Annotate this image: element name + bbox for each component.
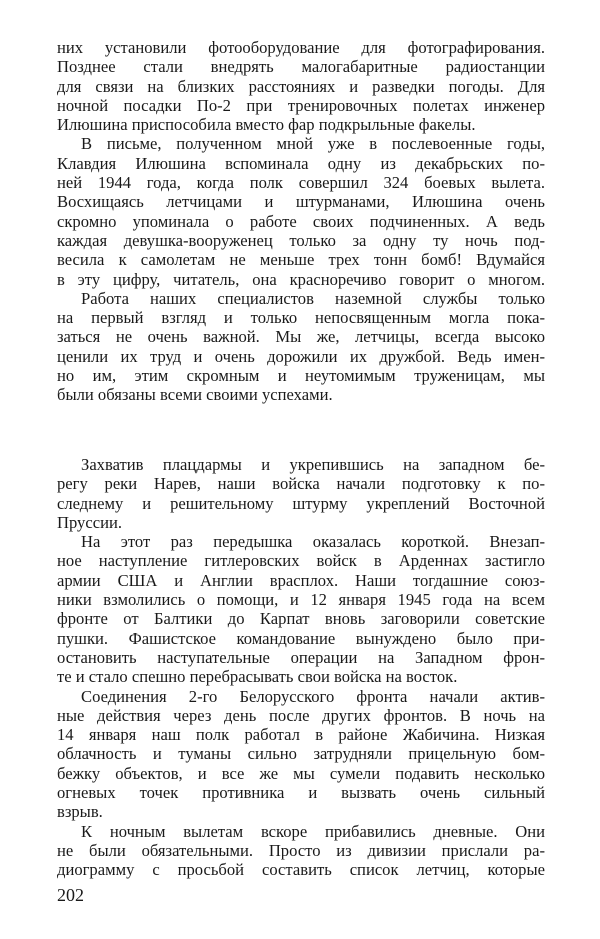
text-block-upper — [57, 38, 545, 405]
text-line: весила к самолетам не меньше трех тонн бомб! Вдумайся — [57, 250, 545, 270]
text-line: облачность и туманы сильно затрудняли прицельную бом- — [57, 744, 545, 764]
text-line: Пруссии. — [57, 512, 122, 532]
text-line: ники взмолились о помощи, и 12 января 1945 года на всем — [57, 590, 545, 610]
text-line: К ночным вылетам вскоре прибавились дневные. Они — [81, 821, 545, 841]
text-line: но им, этим скромным и неутомимым труженицам, мы — [57, 366, 545, 386]
text-line: ночной посадки По-2 при тренировочных полетах инженер — [57, 95, 545, 115]
text-line: регу реки Нарев, наши войска начали подготовку к по- — [57, 474, 545, 494]
text-line: 14 января наш полк работал в районе Жабичина. Низкая — [57, 725, 545, 745]
text-line: ное наступление гитлеровских войск в Арденнах застигло — [57, 551, 545, 571]
text-line: следнему и решительному штурму укреплений Восточной — [57, 493, 545, 513]
text-line: на первый взгляд и только непосвященным могла пока- — [57, 308, 545, 328]
text-line: скромно упоминала о работе своих подчиненных. А ведь — [57, 211, 545, 231]
page-number: 202 — [57, 885, 84, 905]
text-line: ней 1944 года, когда полк совершил 324 боевых вылета. — [57, 173, 545, 193]
text-line: взрыв. — [57, 802, 103, 822]
text-line: те и стало спешно перебрасывать свои войска на восток. — [57, 667, 458, 687]
text-line: Илюшина приспособила вместо фар подкрыльные факелы. — [57, 115, 476, 135]
text-line: были обязаны всеми своими успехами. — [57, 385, 333, 405]
text-line: ценили их труд и очень дорожили их дружбой. Ведь имен- — [57, 346, 545, 366]
text-line: ные действия через день после других фронтов. В ночь на — [57, 705, 545, 725]
text-line: заться не очень важной. Мы же, летчицы, всегда высоко — [57, 327, 545, 347]
text-line: Соединения 2-го Белорусского фронта начали актив- — [81, 686, 545, 706]
text-line: бежку объектов, и все же мы сумели подавить несколько — [57, 763, 545, 783]
text-line: Восхищаясь летчицами и штурманами, Илюшина очень — [57, 192, 545, 212]
text-line: фронте от Балтики до Карпат вновь заговорили советские — [57, 609, 545, 629]
text-line: огневых точек противника и вызвать очень сильный — [57, 783, 545, 803]
text-line: пушки. Фашистское командование вынуждено было при- — [57, 628, 545, 648]
text-line: На этот раз передышка оказалась короткой. Внезап- — [81, 532, 545, 552]
text-line: Захватив плацдармы и укрепившись на западном бе- — [81, 455, 545, 474]
text-line: не были обязательными. Просто из дивизии прислали ра- — [57, 840, 545, 860]
text-line: армии США и Англии врасплох. Наши тогдашние союз- — [57, 570, 545, 590]
text-line: Клавдия Илюшина вспоминала одну из декабрьских по- — [57, 153, 545, 173]
text-line: В письме, полученном мной уже в послевоенные годы, — [81, 134, 545, 154]
text-line: в эту цифру, читатель, она красноречиво говорит о многом. — [57, 269, 545, 289]
text-block-lower — [57, 455, 545, 880]
text-line: них установили фотооборудование для фотографирования. — [57, 38, 545, 57]
text-line: остановить наступательные операции на Западном фрон- — [57, 647, 545, 667]
text-line: Работа наших специалистов наземной службы только — [81, 288, 545, 308]
text-line: для связи на близких расстояниях и разведки погоды. Для — [57, 76, 545, 96]
text-line: каждая девушка-вооруженец только за одну ту ночь под- — [57, 230, 545, 250]
text-line: диограмму с просьбой составить список летчиц, которые — [57, 860, 545, 880]
text-line: Позднее стали внедрять малогабаритные радиостанции — [57, 57, 545, 77]
